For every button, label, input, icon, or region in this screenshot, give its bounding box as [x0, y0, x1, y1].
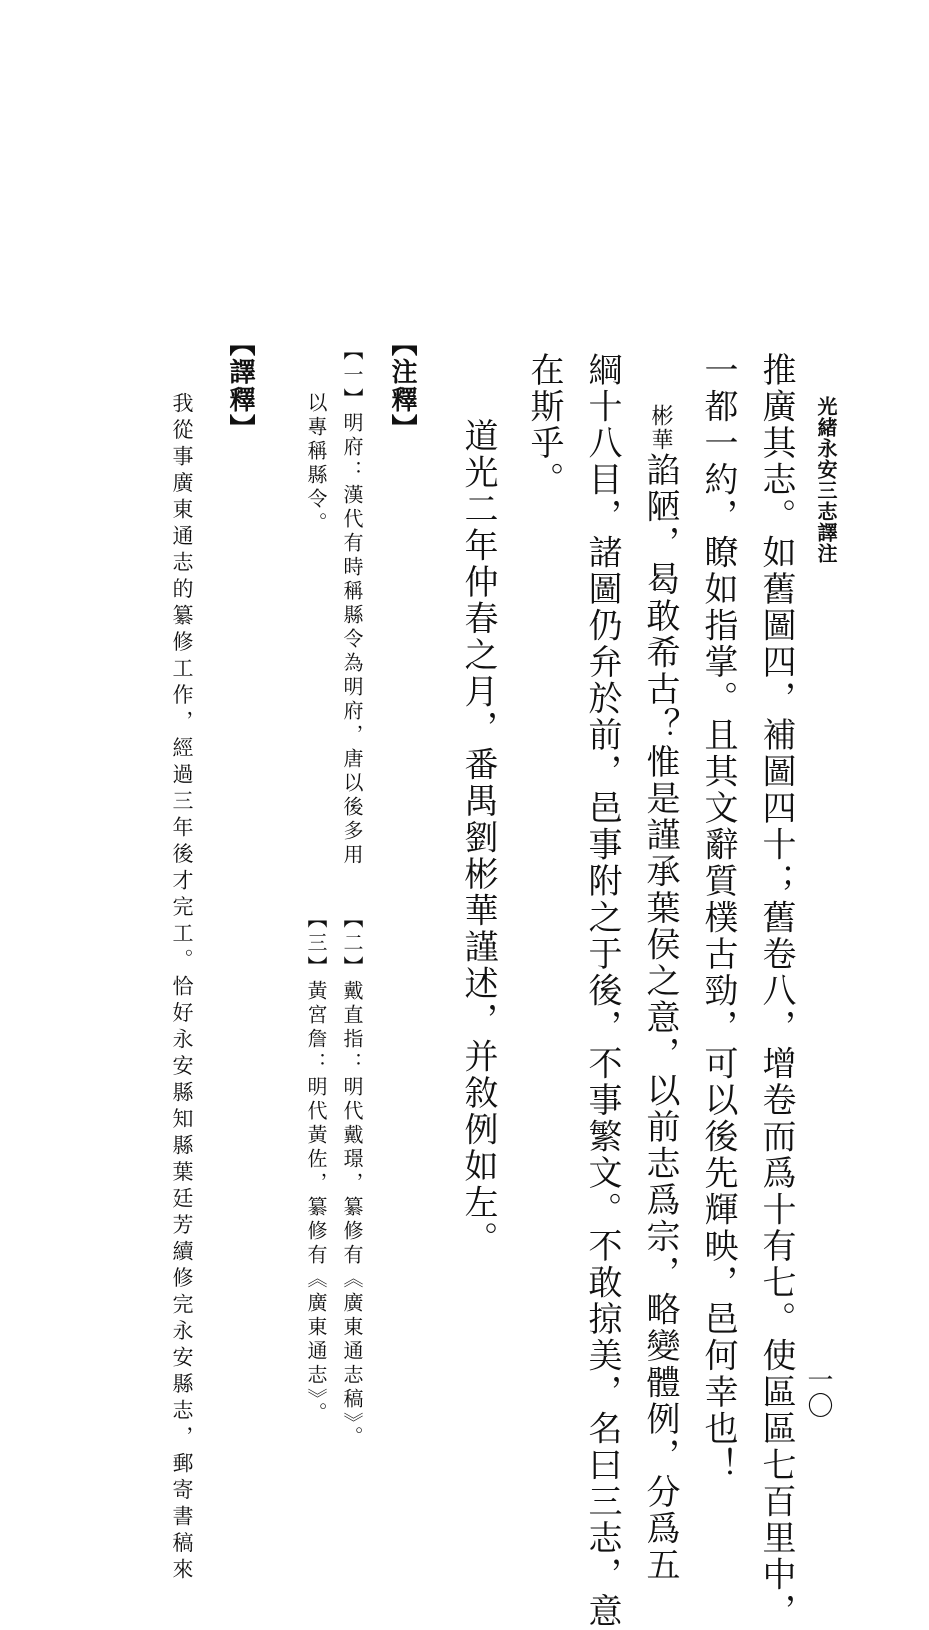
main-text-line-3-body: 諂陋，曷敢希古？惟是謹承葉侯之意，以前志爲宗，略變體例，分爲五 — [640, 452, 680, 1584]
dateline: 道光二年仲春之月，番禺劉彬華謹述，并敘例如左。 — [458, 418, 498, 1258]
page-number: 一〇 — [803, 1366, 833, 1418]
author-name-small: 彬華 — [648, 404, 673, 452]
note-3: 【三】黃宮詹：明代黃佐，纂修有《廣東通志》。 — [304, 908, 328, 1426]
note-2: 【二】戴直指：明代戴璟，纂修有《廣東通志稿》。 — [340, 908, 364, 1450]
translation-heading: 【譯釋】 — [225, 330, 255, 442]
notes-heading: 【注釋】 — [387, 330, 417, 442]
main-text-line-2: 一都一約，瞭如指掌。且其文辭質樸古勁，可以後先輝映，邑何幸也！ — [698, 352, 738, 1484]
main-text-line-4: 綱十八目，諸圖仍弁於前，邑事附之于後，不事繁文。不敢掠美，名曰三志，意 — [582, 352, 622, 1630]
note-1-line-2: 以專稱縣令。 — [304, 392, 328, 536]
main-text-line-1: 推廣其志。如舊圖四，補圖四十；舊卷八，增卷而爲十有七。使區區七百里中， — [756, 352, 796, 1630]
note-1-line-1: 【一】明府：漢代有時稱縣令為明府，唐以後多用 — [340, 340, 364, 868]
main-text-line-5: 在斯乎。 — [524, 352, 564, 498]
main-text-line-3 — [640, 404, 680, 1584]
book-title: 光緒永安三志譯注 — [814, 396, 838, 564]
translation-line-1: 我從事廣東通志的纂修工作，經過三年後才完工。恰好永安縣知縣葉廷芳續修完永安縣志，郵寄書稿來 — [170, 392, 194, 1585]
